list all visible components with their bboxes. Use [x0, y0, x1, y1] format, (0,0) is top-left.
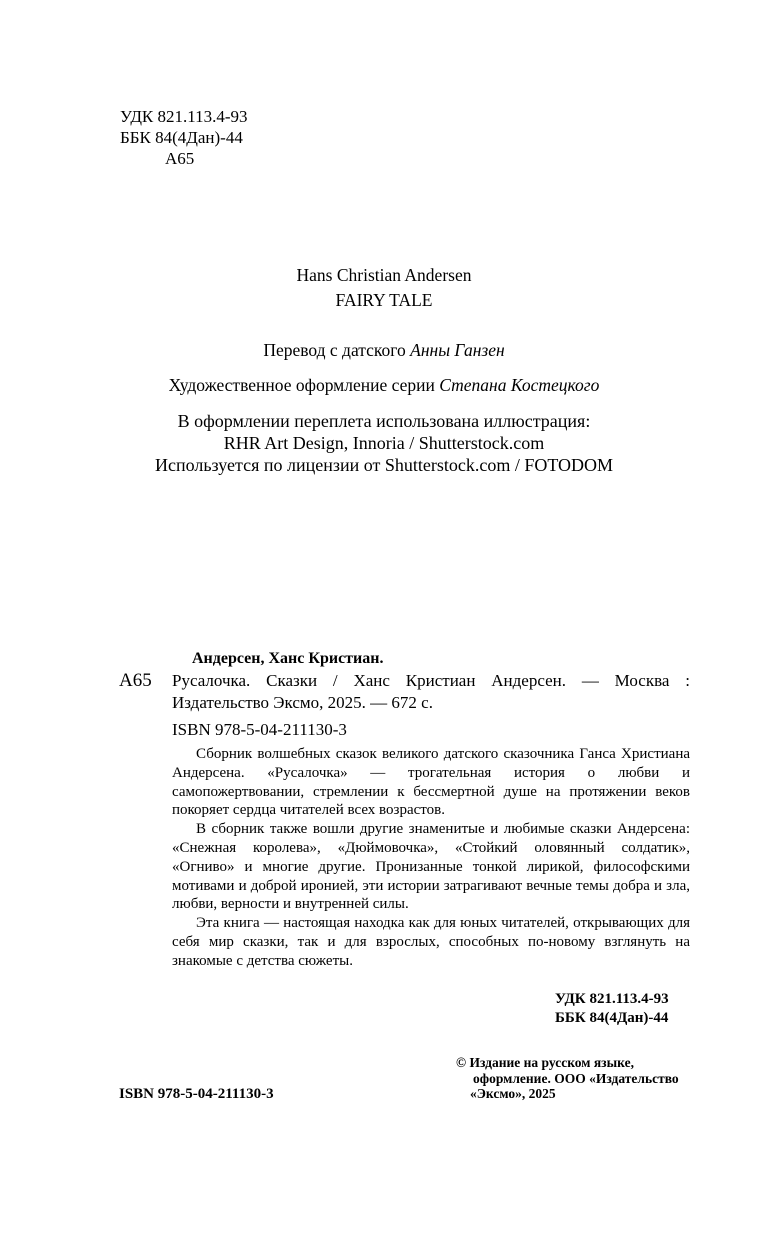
catalog-author-mark: А65 — [119, 670, 152, 691]
original-author: Hans Christian Andersen — [296, 265, 472, 285]
cover-credit-line3: Используется по лицензии от Shutterstock.com / FOTODOM — [154, 455, 614, 475]
design-prefix: Художественное оформление серии — [168, 375, 435, 395]
catalog-title-block — [172, 670, 690, 714]
footer-classification-codes — [555, 990, 669, 1027]
footer-bbk-code: ББК 84(4Дан)-44 — [555, 1009, 669, 1026]
annotation-paragraph-2: В сборник также вошли другие знаменитые и любимые сказки Андерсена: «Снежная королева», «Дюймовочка», «Стойкий оловянный солдатик», «Огниво» и многие другие. Пронизанные тонкой лирикой, философскими мотивами и доброй иронией, эти истории затрагивают вечные темы добра и зла, любви, верности и внутренней силы. — [172, 821, 690, 913]
copyright-line3: «Эксмо», 2025 — [470, 1086, 556, 1101]
cover-credit-line1: В оформлении переплета использована иллюстрация: — [177, 411, 591, 431]
footer-isbn: ISBN 978-5-04-211130-3 — [119, 1086, 274, 1102]
original-title: FAIRY TALE — [335, 290, 433, 310]
top-classification-codes — [120, 106, 248, 169]
cover-credit-line2: RHR Art Design, Innoria / Shutterstock.com — [223, 433, 545, 453]
cover-credits — [0, 410, 768, 476]
bbk-code: ББК 84(4Дан)-44 — [120, 128, 243, 147]
copyright-line1: © Издание на русском языке, — [456, 1055, 634, 1070]
catalog-title-line2: Издательство Эксмо, 2025. — 672 с. — [172, 693, 433, 712]
footer-udk-code: УДК 821.113.4-93 — [555, 991, 669, 1007]
catalog-author-heading: Андерсен, Ханс Кристиан. — [192, 650, 384, 667]
udk-code: УДК 821.113.4-93 — [120, 107, 248, 126]
copyright-notice — [456, 1055, 706, 1102]
design-credit — [0, 375, 768, 396]
catalog-isbn: ISBN 978-5-04-211130-3 — [172, 720, 347, 739]
author-mark: А65 — [165, 149, 195, 168]
annotation-paragraph-1: Сборник волшебных сказок великого датского сказочника Ганса Христиана Андерсена. «Русалочка» — трогательная история о любви и самопожертвовании, стремлении к бессмертной душе на протяжении веков покоряет сердца читателей всех возрастов. — [172, 746, 690, 819]
translator-name: Анны Ганзен — [410, 340, 505, 360]
catalog-title-line1: Русалочка. Сказки / Ханс Кристиан Андерсен. — Москва : — [172, 671, 690, 690]
annotation — [172, 745, 690, 971]
translation-credit — [0, 340, 768, 361]
designer-name: Степана Костецкого — [439, 375, 600, 395]
annotation-paragraph-3: Эта книга — настоящая находка как для юных читателей, открывающих для себя мир сказки, так и для взрослых, способных по-новому взглянуть на знакомые с детства сюжеты. — [172, 915, 690, 969]
copyright-line2: оформление. ООО «Издательство — [473, 1070, 679, 1086]
translation-prefix: Перевод с датского — [263, 340, 406, 360]
